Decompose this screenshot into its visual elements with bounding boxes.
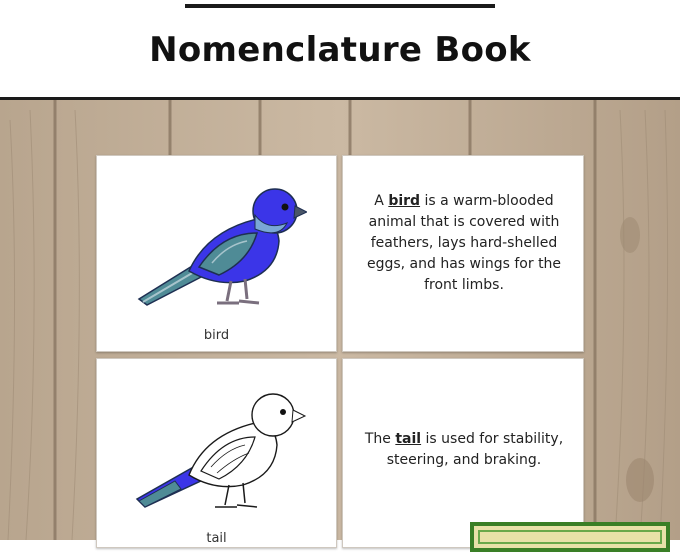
picture-card-bird [96, 155, 337, 352]
header-rule [185, 4, 495, 8]
header [0, 0, 680, 100]
definition-text: A bird is a warm-blooded animal that is covered with feathers, lays hard-shelled eggs, and has wings for the front limbs. [366, 193, 562, 293]
bird-illustration [127, 171, 307, 311]
picture-card-tail [96, 358, 337, 548]
card-label: tail [206, 531, 227, 546]
brand-badge [470, 522, 670, 552]
tail-illustration [127, 379, 307, 519]
definition-card-bird [342, 155, 584, 352]
page-title: Nomenclature Book [149, 30, 531, 70]
keyword: bird [388, 193, 421, 209]
keyword: tail [395, 431, 422, 447]
badge-frame [478, 530, 662, 544]
card-label: bird [203, 328, 230, 343]
definition-card-tail [342, 358, 584, 548]
definition-text: The tail is used for stability, steering, and braking. [364, 431, 564, 468]
